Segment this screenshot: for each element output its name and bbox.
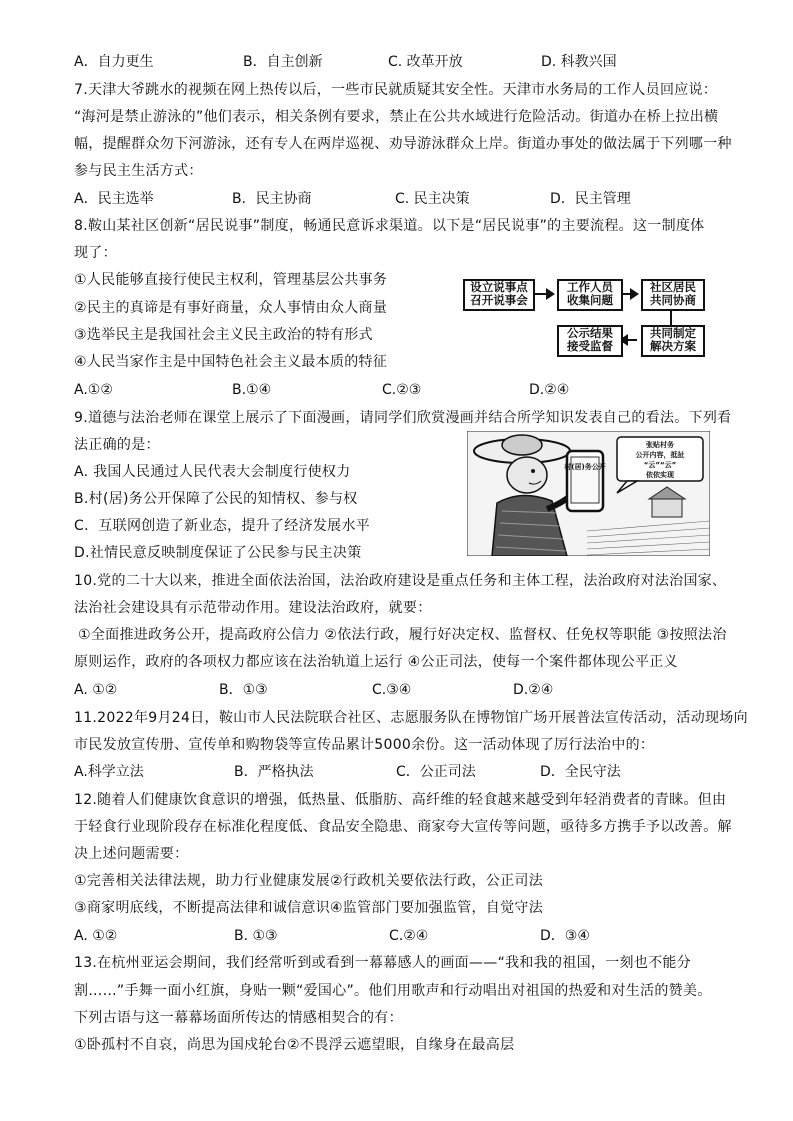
q11-option-d: D．全民守法	[540, 764, 621, 780]
q12-line-2: 于轻食行业现阶段存在标准化程度低、食品安全隐患、商家夸大宣传等问题，亟待多方携手予以改善。解	[74, 819, 732, 835]
q11-option-c: C．公正司法	[396, 764, 476, 780]
q9-line-1: 9.道德与法治老师在课堂上展示了下面漫画，请同学们欣赏漫画并结合所学知识发表自己的看法。下列看	[74, 410, 732, 426]
q10-option-d: D.②④	[513, 682, 554, 698]
q6-option-c: C. 改革开放	[388, 54, 463, 70]
q7-option-a: A．民主选举	[74, 191, 154, 207]
q8-option-d: D.②④	[529, 382, 570, 398]
flow-box-setup-text: 设立说事点 召开说事会	[470, 280, 528, 307]
bubble-line-1: 张贴村务	[646, 441, 674, 449]
q9-option-c: C．互联网创造了新业态，提升了经济发展水平	[74, 518, 371, 534]
q7-option-c: C. 民主决策	[395, 191, 470, 207]
q10-line-1: 10.党的二十大以来，推进全面依法治国，法治政府建设是重点任务和主体工程，法治政府对法治国家、	[74, 573, 727, 589]
q12-line-5: ③商家明底线，不断提高法律和诚信意识④监管部门要加强监管，自觉守法	[74, 900, 543, 916]
q7-line-1: 7.天津大爷跳水的视频在网上热传以后，一些市民就质疑其安全性。天津市水务局的工作人员回应说：	[74, 82, 718, 98]
q13-line-3: 下列古语与这一幕幕场面所传达的情感相契合的有：	[74, 1010, 403, 1026]
bubble-line-3: “云”“云”	[643, 461, 677, 469]
q8-item-2: ②民主的真谛是有事好商量，众人事情由众人商量	[74, 300, 388, 316]
q11-option-a: A.科学立法	[74, 764, 144, 780]
cartoon-illustration	[467, 431, 710, 556]
q12-line-3: 决上述问题需要：	[74, 846, 189, 862]
q12-option-c: C.②④	[389, 928, 429, 944]
q10-option-b: B．①③	[219, 682, 268, 698]
flow-arrow-1	[535, 293, 553, 295]
q10-line-3: ①全面推进政务公开，提高政府公信力 ②依法行政，履行好决定权、监督权、任免权等职能 ③按照法治	[78, 627, 727, 643]
q6-option-a: A．自力更生	[74, 54, 154, 70]
q9-line-2: 法正确的是：	[74, 437, 160, 453]
q10-line-2: 法治社会建设具有示范带动作用。建设法治政府，就要：	[74, 600, 432, 616]
flow-box-plan-text: 共同制定 解决方案	[650, 326, 696, 353]
flow-connector-down	[670, 311, 672, 325]
q10-line-4: 原则运作，政府的各项权力都应该在法治轨道上运行 ④公正司法，使每一个案件都体现公平正义	[74, 654, 678, 670]
flow-box-publish-text: 公示结果 接受监督	[567, 326, 613, 353]
flow-box-negotiate	[641, 279, 705, 311]
q8-option-b: B.①④	[232, 382, 272, 398]
q7-line-4: 参与民主生活方式：	[74, 163, 203, 179]
flow-arrow-3	[621, 339, 637, 341]
q7-option-b: B．民主协商	[232, 191, 312, 207]
phone-screen-text: 村(居)务公开	[564, 463, 606, 471]
q12-option-d: D．③④	[540, 928, 590, 944]
q12-line-4: ①完善相关法律法规，助力行业健康发展②行政机关要依法行政，公正司法	[74, 873, 543, 889]
q9-cartoon	[467, 431, 710, 556]
q8-line-1: 8.鞍山某社区创新“居民说事”制度，畅通民意诉求渠道。以下是“居民说事”的主要流程。这一制度体	[74, 218, 705, 234]
flow-box-setup	[463, 279, 535, 311]
flow-box-publish	[557, 325, 623, 357]
q8-line-2: 现了：	[74, 245, 117, 261]
q12-line-1: 12.随着人们健康饮食意识的增强，低热量、低脂肪、高纤维的轻食越来越受到年轻消费者的青睐。但由	[74, 792, 727, 808]
flow-box-plan	[641, 325, 705, 357]
q13-line-1: 13.在杭州亚运会期间，我们经常听到或看到一幕幕感人的画面——“我和我的祖国，一刻也不能分	[74, 955, 692, 971]
q9-option-a: A. 我国人民通过人民代表大会制度行使权力	[74, 464, 351, 480]
q8-flowchart	[463, 275, 713, 365]
q8-item-3: ③选举民主是我国社会主义民主政治的特有形式	[74, 327, 373, 343]
q11-line-1: 11.2022年9月24日，鞍山市人民法院联合社区、志愿服务队在博物馆广场开展普法宣传活动，活动现场向	[74, 710, 748, 726]
q7-line-3: 幅，提醒群众勿下河游泳，还有专人在两岸巡视、劝导游泳群众上岸。街道办事处的做法属于下列哪一种	[74, 136, 732, 152]
q8-item-1: ①人民能够直接行使民主权利，管理基层公共事务	[74, 272, 388, 288]
q12-option-a: A. ①②	[74, 928, 118, 944]
q13-line-2: 割……”手舞一面小红旗，身贴一颗“爱国心”。他们用歌声和行动唱出对祖国的热爱和对生活的赞美。	[74, 983, 712, 999]
q7-line-2: “海河是禁止游泳的”他们表示，相关条例有要求，禁止在公共水域进行危险活动。街道办在桥上拉出横	[74, 109, 719, 125]
q10-option-c: C.③④	[372, 682, 412, 698]
flow-box-collect-text: 工作人员 收集问题	[567, 280, 613, 307]
q7-option-d: D．民主管理	[550, 191, 631, 207]
q8-option-a: A.①②	[74, 382, 113, 398]
q11-line-2: 市民发放宣传册、宣传单和购物袋等宣传品累计5000余份。这一活动体现了厉行法治中的：	[74, 737, 655, 753]
flow-box-collect	[557, 279, 623, 311]
q6-option-d: D. 科教兴国	[541, 54, 617, 70]
q12-option-b: B. ①③	[234, 928, 278, 944]
q13-line-4: ①卧孤村不自哀，尚思为国戍轮台②不畏浮云遮望眼，自缘身在最高层	[74, 1037, 515, 1053]
q11-option-b: B．严格执法	[234, 764, 314, 780]
bubble-line-4: 依依实现	[646, 471, 674, 479]
q8-option-c: C.②③	[382, 382, 422, 398]
q9-option-b: B.村(居)务公开保障了公民的知情权、参与权	[74, 491, 358, 507]
q6-option-b: B．自主创新	[243, 54, 323, 70]
flow-box-negotiate-text: 社区居民 共同协商	[650, 280, 696, 307]
q10-option-a: A. ①②	[74, 682, 118, 698]
q9-option-d: D.社情民意反映制度保证了公民参与民主决策	[74, 545, 362, 561]
bubble-line-2: 公开内容，抵扯	[635, 451, 685, 459]
q8-item-4: ④人民当家作主是中国特色社会主义最本质的特征	[74, 354, 388, 370]
flow-arrow-2	[623, 293, 637, 295]
